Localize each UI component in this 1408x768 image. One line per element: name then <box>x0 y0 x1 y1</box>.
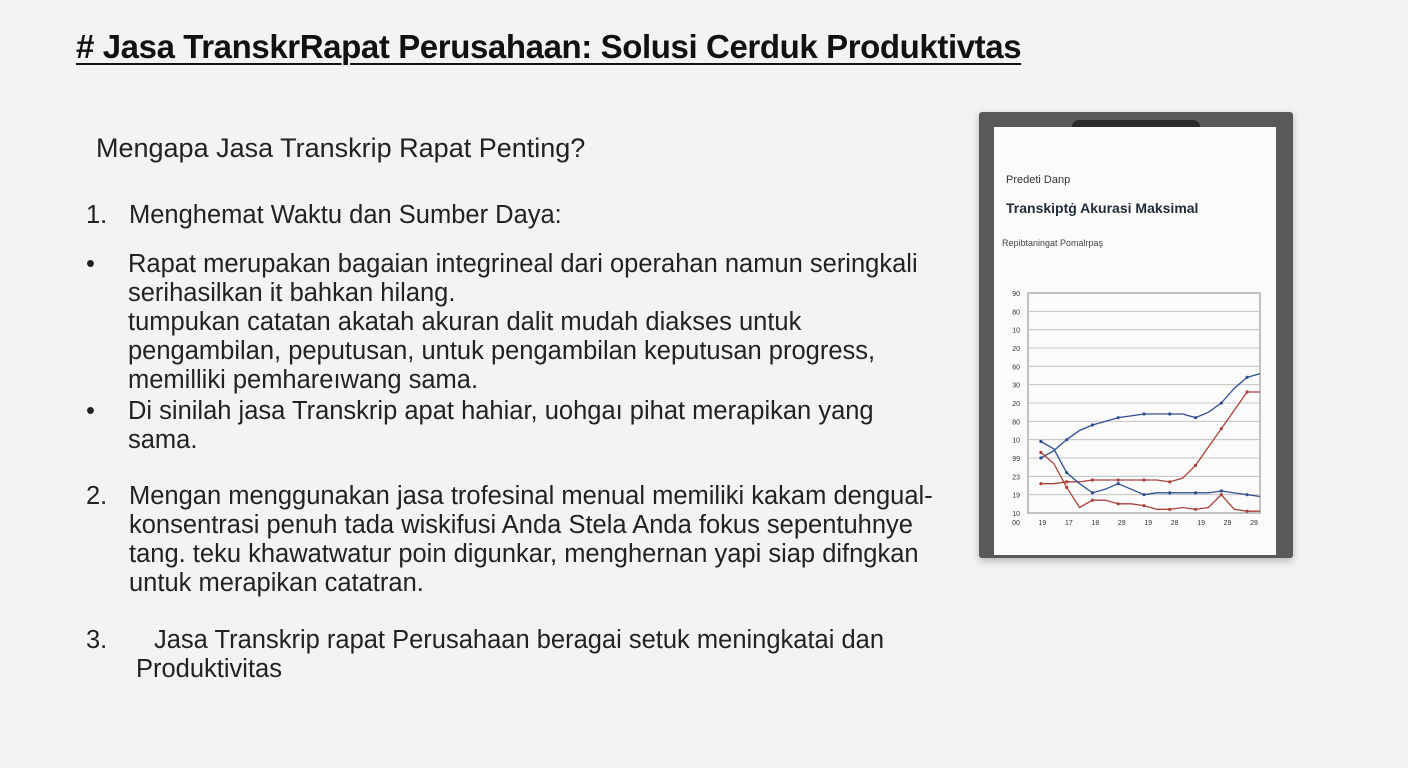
data-point <box>1220 401 1223 404</box>
data-point <box>1194 416 1197 419</box>
y-tick-label: 20 <box>1012 401 1020 408</box>
paper-sub-label: Repibtaningat Pomalrpaş <box>1002 238 1104 248</box>
data-point <box>1117 502 1120 505</box>
y-tick-label: 23 <box>1012 474 1020 482</box>
y-tick-label: 80 <box>1012 419 1020 427</box>
list-item-text: tumpukan catatan akatah akuran dalit mudah diakses untuk <box>128 308 802 336</box>
data-point <box>1246 493 1249 496</box>
list-item <box>128 250 918 395</box>
data-point <box>1246 390 1249 393</box>
y-tick-label: 99 <box>1012 456 1020 463</box>
x-tick-label: 29 <box>1117 520 1126 527</box>
page-subtitle: Mengapa Jasa Transkrip Rapat Penting? <box>96 133 586 163</box>
data-point <box>1142 493 1145 496</box>
data-point <box>1220 493 1223 496</box>
y-tick-label: 30 <box>1012 382 1020 390</box>
list-item-text: Produktivitas <box>136 655 282 683</box>
list-item <box>129 201 562 230</box>
data-point <box>1039 440 1042 443</box>
data-point <box>1039 482 1042 485</box>
data-point <box>1091 499 1094 502</box>
bullet-marker: • <box>86 250 95 278</box>
data-point <box>1142 412 1145 415</box>
series-line <box>1041 374 1260 458</box>
x-tick-label: 18 <box>1091 520 1100 527</box>
list-item-text: Menghemat Waktu dan Sumber Daya: <box>129 201 562 229</box>
data-point <box>1168 491 1171 494</box>
x-tick-label: 19 <box>1144 520 1153 527</box>
list-item <box>128 397 874 455</box>
x-tick-label: 28 <box>1170 520 1179 527</box>
data-point <box>1091 491 1094 494</box>
data-point <box>1065 486 1068 489</box>
data-point <box>1065 438 1068 441</box>
y-tick-label: 20 <box>1012 346 1020 353</box>
data-point <box>1117 482 1120 485</box>
data-point <box>1142 504 1145 507</box>
series-line <box>1041 392 1260 484</box>
data-point <box>1246 510 1249 513</box>
list-item-text: Mengan menggunakan jasa trofesinal menual memiliki kakam dengual- <box>129 482 933 510</box>
line-chart <box>994 277 1276 537</box>
list-item-text: memilliki pemhareıwang sama. <box>128 366 479 394</box>
x-tick-label: 19 <box>1038 520 1047 527</box>
list-item-text: Jasa Transkrip rapat Perusahaan beragai setuk meningkatai dan <box>154 626 885 654</box>
list-item <box>129 482 933 598</box>
paper-heading: Transkiptġ Akurasi Maksimal <box>1006 200 1199 216</box>
series-line <box>1041 442 1260 497</box>
data-point <box>1168 508 1171 511</box>
y-tick-label: 90 <box>1012 291 1020 298</box>
list-number: 2. <box>86 482 108 510</box>
list-item-text: Di sinilah jasa Transkrip apat hahiar, uohgaı pihat merapikan yang <box>128 397 874 425</box>
y-tick-label: 80 <box>1012 309 1020 317</box>
list-item-text: untuk merapikan catatran. <box>129 569 424 597</box>
data-point <box>1194 464 1197 467</box>
data-point <box>1194 491 1197 494</box>
data-point <box>1220 427 1223 430</box>
y-tick-label: 19 <box>1012 492 1020 500</box>
page-title: # Jasa TranskrRapat Perusahaan: Solusi Cerduk Produktivtas <box>76 28 1022 65</box>
data-point <box>1168 412 1171 415</box>
data-point <box>1246 376 1249 379</box>
clipboard-paper <box>994 127 1276 555</box>
paper-small-label: Predeti Danp <box>1006 174 1071 186</box>
list-item-text: konsentrasi penuh tada wiskifusi Anda Stela Anda fokus sepentuhnye <box>129 511 913 539</box>
data-point <box>1091 478 1094 481</box>
data-point <box>1142 478 1145 481</box>
list-item-text: serihasilkan it bahkan hilang. <box>128 279 456 307</box>
y-tick-label: 60 <box>1012 364 1020 372</box>
y-tick-label: 10 <box>1012 511 1020 518</box>
x-tick-label: 00 <box>1012 520 1020 527</box>
x-tick-label: 29 <box>1223 520 1232 527</box>
data-point <box>1117 416 1120 419</box>
data-point <box>1039 456 1042 459</box>
list-item-text: tang. teku khawatwatur poin digunkar, menghernan yapi siap difngkan <box>129 540 919 568</box>
data-point <box>1091 423 1094 426</box>
list-number: 3. <box>86 626 108 654</box>
x-tick-label: 29 <box>1250 520 1258 527</box>
x-tick-label: 17 <box>1064 520 1073 527</box>
data-point <box>1194 508 1197 511</box>
data-point <box>1220 489 1223 492</box>
list-item <box>136 626 884 684</box>
data-point <box>1065 471 1068 474</box>
data-point <box>1117 478 1120 481</box>
clipboard-illustration <box>979 112 1293 558</box>
x-tick-label: 19 <box>1197 520 1206 527</box>
bullet-marker: • <box>86 397 95 425</box>
list-item-text: Rapat merupakan bagaian integrineal dari operahan namun seringkali <box>128 250 918 278</box>
list-item-text: pengambilan, peputusan, untuk pengambilan keputusan progress, <box>128 337 876 365</box>
list-number: 1. <box>86 201 108 229</box>
data-point <box>1168 480 1171 483</box>
list-item-text: sama. <box>128 426 198 454</box>
data-point <box>1039 451 1042 454</box>
data-point <box>1065 480 1068 483</box>
y-tick-label: 10 <box>1012 437 1020 445</box>
y-tick-label: 10 <box>1012 327 1020 335</box>
